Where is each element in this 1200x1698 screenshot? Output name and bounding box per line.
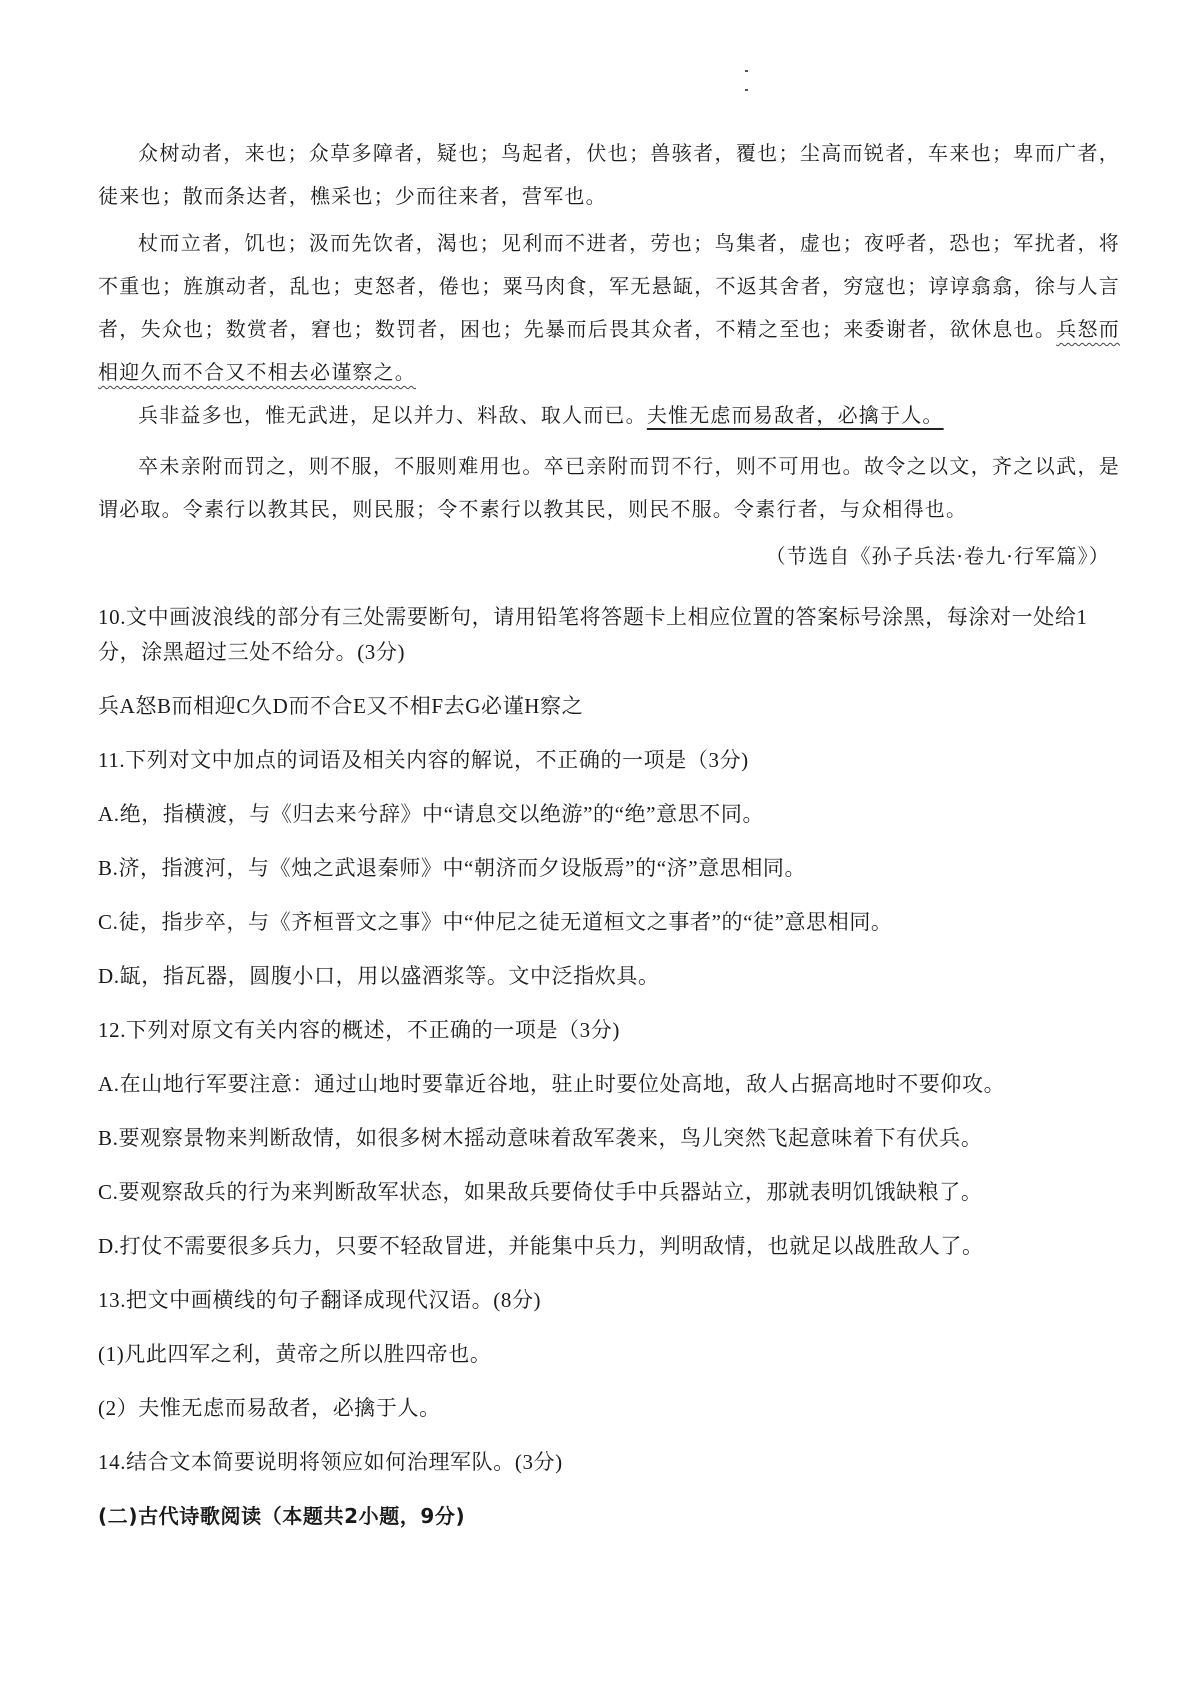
passage-paragraph-4 xyxy=(98,445,1120,531)
passage-paragraph-2 xyxy=(98,222,1120,394)
question-12-option-c: C.要观察敌兵的行为来判断敌军状态，如果敌兵要倚仗手中兵器站立，那就表明饥饿缺粮了。 xyxy=(98,1180,983,1204)
paragraph-body: 兵非益多也，惟无武进，足以并力、料敌、取人而已。 xyxy=(138,403,647,427)
passage-paragraph-1 xyxy=(98,132,1120,218)
paragraph-body: 杖而立者，饥也；汲而先饮者，渴也；见利而不进者，劳也；鸟集者，虚也；夜呼者，恐也；军扰者，将不重也；旌旗动者，乱也；吏怒者，倦也；粟马肉食，军无悬缻，不返其舍者，穷寇也；谆谆翕翕，徐与人言者，失众也；数赏者，窘也；数罚者，困也；先暴而后畏其众者，不精之至也；来委谢者，欲休息也。 xyxy=(98,231,1120,341)
passage-paragraph-3 xyxy=(98,394,1120,437)
question-11: 11.下列对文中加点的词语及相关内容的解说，不正确的一项是（3分) xyxy=(98,748,749,772)
paragraph-text: 众树动者，来也；众草多障者，疑也；鸟起者，伏也；兽骇者，覆也；尘高而锐者，车来也；卑而广者，徒来也；散而条达者，樵采也；少而往来者，营军也。 xyxy=(98,141,1120,208)
question-12-option-b: B.要观察景物来判断敌情，如很多树木摇动意味着敌军袭来，鸟儿突然飞起意味着下有伏兵。 xyxy=(98,1126,983,1150)
section-heading: (二)古代诗歌阅读（本题共2小题，9分) xyxy=(98,1504,466,1528)
wavy-underlined-sentence: 兵怒而相迎久而不合又不相去必谨察之。 xyxy=(98,317,1120,384)
paragraph-text xyxy=(98,222,1120,394)
question-13-item-2: (2）夫惟无虑而易敌者，必擒于人。 xyxy=(98,1396,441,1420)
scan-mark xyxy=(745,70,748,72)
question-11-option-b: B.济，指渡河，与《烛之武退秦师》中“朝济而夕设版焉”的“济”意思相同。 xyxy=(98,856,807,880)
question-13: 13.把文中画横线的句子翻译成现代汉语。(8分) xyxy=(98,1288,542,1312)
question-14: 14.结合文本简要说明将领应如何治理军队。(3分) xyxy=(98,1450,563,1474)
paragraph-text xyxy=(98,394,1120,437)
question-10-sentence: 兵A怒B而相迎C久D而不合E又不相F去G必谨H察之 xyxy=(98,694,584,718)
question-12: 12.下列对原文有关内容的概述，不正确的一项是（3分) xyxy=(98,1018,620,1042)
question-12-option-a: A.在山地行军要注意：通过山地时要靠近谷地，驻止时要位处高地，敌人占据高地时不要仰攻。 xyxy=(98,1072,1006,1096)
scan-mark xyxy=(745,89,748,91)
paragraph-text: 卒未亲附而罚之，则不服，不服则难用也。卒已亲附而罚不行，则不可用也。故令之以文，齐之以武，是谓必取。令素行以教其民，则民服；令不素行以教其民，则民不服。令素行者，与众相得也。 xyxy=(98,454,1120,521)
underlined-sentence: 夫惟无虑而易敌者，必擒于人。 xyxy=(646,403,944,427)
question-12-option-d: D.打仗不需要很多兵力，只要不轻敌冒进，并能集中兵力，判明敌情，也就足以战胜敌人了。 xyxy=(98,1234,984,1258)
passage-source: （节选自《孙子兵法·卷九·行军篇》） xyxy=(765,544,1110,568)
question-13-item-1: (1)凡此四军之利，黄帝之所以胜四帝也。 xyxy=(98,1342,492,1366)
question-10: 10.文中画波浪线的部分有三处需要断句，请用铅笔将答题卡上相应位置的答案标号涂黑，每涂对一处给1分，涂黑超过三处不给分。(3分) xyxy=(98,605,1088,664)
question-11-option-a: A.绝，指横渡，与《归去来兮辞》中“请息交以绝游”的“绝”意思不同。 xyxy=(98,802,765,826)
question-11-option-d: D.缻，指瓦器，圆腹小口，用以盛酒浆等。文中泛指炊具。 xyxy=(98,964,660,988)
question-11-option-c: C.徒，指步卒，与《齐桓晋文之事》中“仲尼之徒无道桓文之事者”的“徒”意思相同。 xyxy=(98,910,893,934)
